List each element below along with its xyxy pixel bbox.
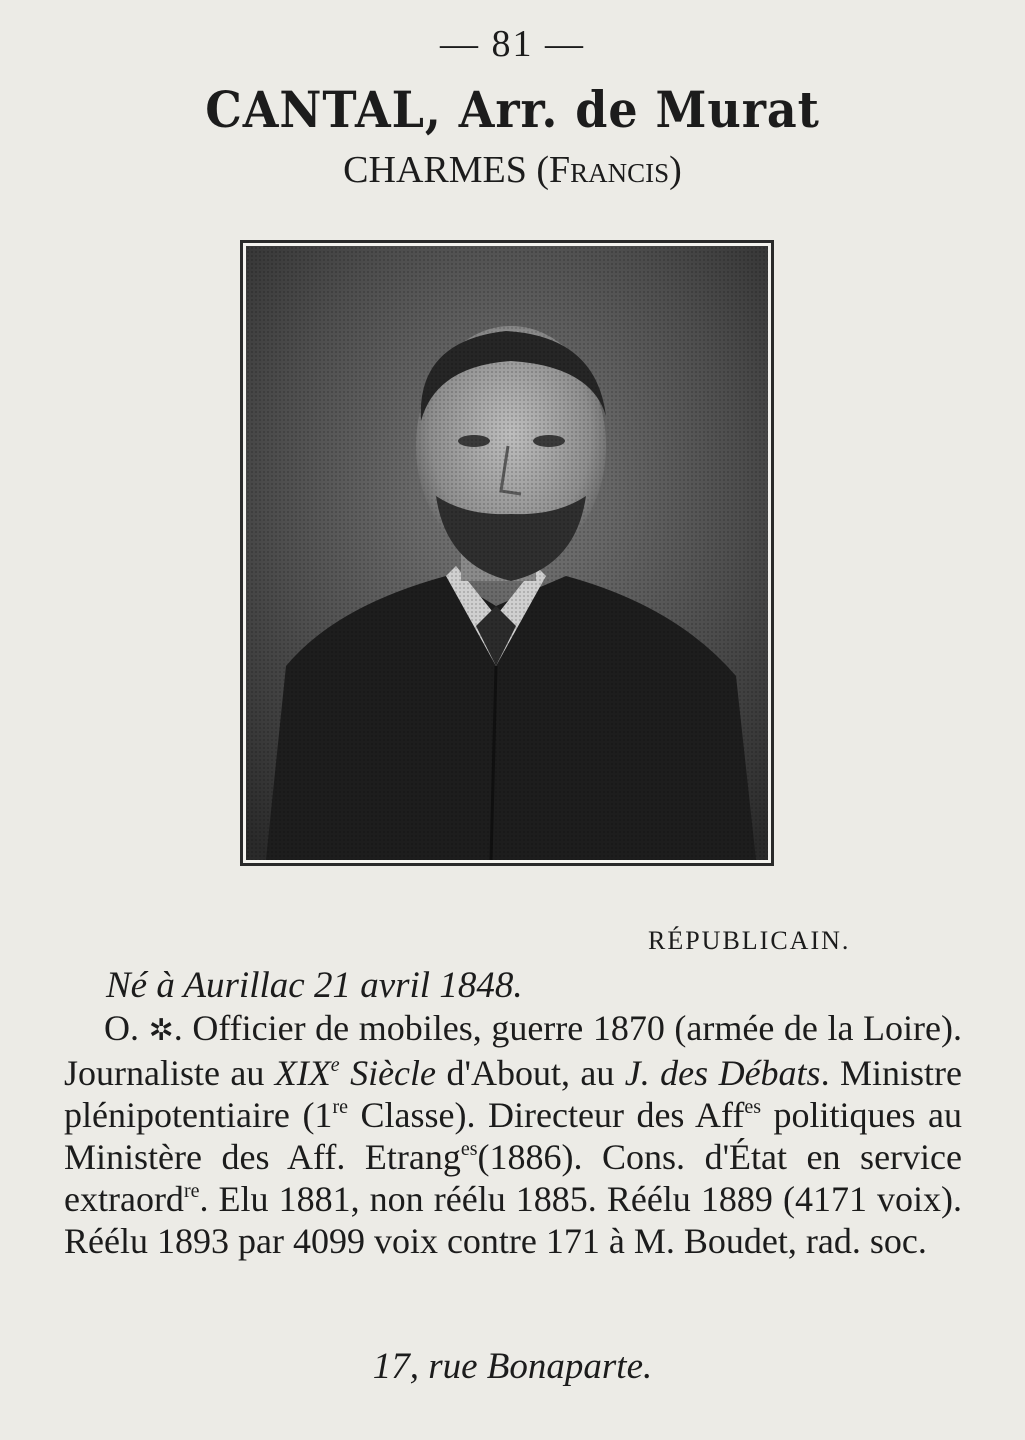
first-name: (Francis) (536, 149, 682, 191)
career-entry: O. ✲. Officier de mobiles, guerre 1870 (armée de la Loire). Journaliste au XIXe Siècle d'About, au J. des Débats. Ministre plénipotentiaire (1re Classe). Directeur des Aff$^{es}$ politiques au Ministère des Aff. Etrang$^{es}$(1886). Cons. d'État en service extraord$^{re}$. Elu 1881, non réélu 1885. Réélu 1889 (4171 voix). Réélu 1893 par 4099 voix contre 171 à M. Boudet, rad. soc. (64, 1008, 963, 1261)
portrait-photograph (246, 246, 768, 860)
portrait-frame (240, 240, 774, 866)
party-affiliation: RÉPUBLICAIN. (648, 926, 851, 955)
page-number: — 81 — (440, 23, 585, 65)
department-title: CANTAL, Arr. de Murat (205, 80, 820, 139)
birth-line: Né à Aurillac 21 avril 1848. (106, 965, 523, 1006)
newspaper-xix-siecle: XIXe Siècle (274, 1053, 437, 1093)
newspaper-debats: J. des Débats (624, 1053, 821, 1093)
legion-of-honour-star-icon: ✲ (148, 1014, 174, 1047)
address: 17, rue Bonaparte. (372, 1346, 653, 1387)
deputy-name (0, 148, 1025, 192)
surname: CHARMES (343, 149, 527, 191)
biography (64, 965, 962, 1262)
